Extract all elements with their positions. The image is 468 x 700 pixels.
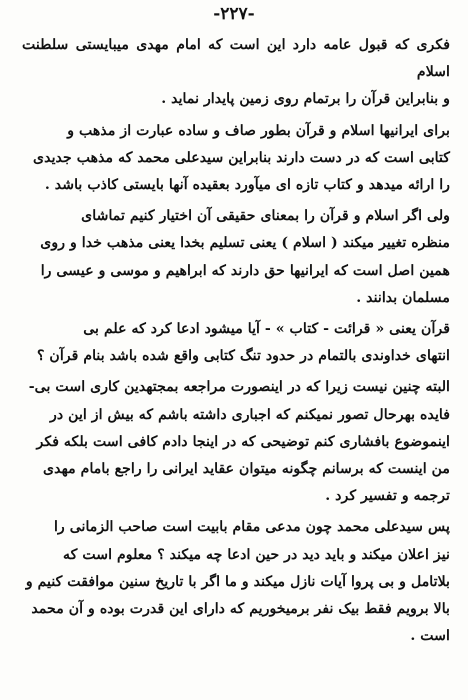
page-number: -۲۲۷- bbox=[213, 4, 255, 24]
paragraph: ولی اگر اسلام و قرآن را بمعنای حقیقی آن اختیار کنیم تماشای منظره تغییر میکند ( اسلام ) یعنی تسلیم بخدا یعنی مذهب خدا و روی همین اصل است که ایرانیها حق دارند که ابراهیم و موسی و عیسی را مسلمان بدانند . bbox=[40, 208, 450, 306]
paragraph: البته چنین نیست زیرا که در اینصورت مراجعه بمجتهدین کاری است بی- فایده بهرحال تصور نمیکنم که اجباری داشته باشم که بیش از این در اینموضوع بافشاری کنم توضیحی که در اینجا دادم کافی است بلکه فکر من اینست که برسانم چگونه میتوان عقاید ایرانی را راجع بامام مهدی ترجمه و تفسیر کرد . bbox=[28, 379, 450, 505]
body-text bbox=[22, 32, 450, 650]
paragraph: قرآن یعنی « قرائت - کتاب » - آیا میشود ادعا کرد که علم بی انتهای خداوندی بالتمام در حدود تنگ کتابی واقع شده باشد بنام قرآن ؟ bbox=[36, 321, 450, 365]
paragraph: فکری که قبول عامه دارد این است که امام مهدی میبایستی سلطنت اسلام و بنابراین قرآن را برتمام روی زمین پایدار نماید . bbox=[22, 37, 450, 108]
paragraph: پس سیدعلی محمد چون مدعی مقام بابیت است صاحب الزمانی را نیز اعلان میکند و باید دید در حین ادعا چه میکند ؟ معلوم است که بلاتامل و بی پروا آیات نازل میکند و ما اگر با تاریخ سنین موافقت کنیم و بالا برویم فقط بیک نفر برمیخوریم که دارای این قدرت بوده و آن محمد است . bbox=[25, 519, 450, 645]
paragraph: برای ایرانیها اسلام و قرآن بطور صاف و ساده عبارت از مذهب و کتابی است که در دست دارند بنابراین سیدعلی محمد که مذهب جدیدی را ارائه میدهد و کتاب تازه ای میآورد بعقیده آنها بایستی کاذب باشد . bbox=[33, 122, 450, 194]
